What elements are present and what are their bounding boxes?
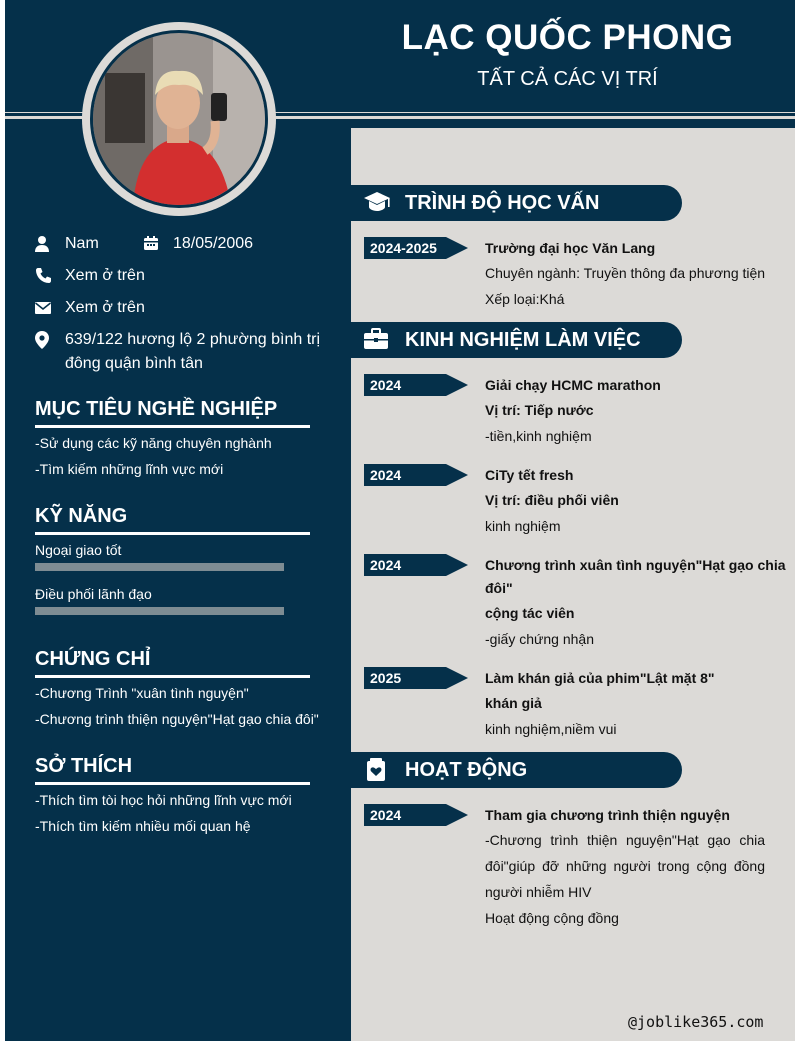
experience-role: khán giả: [485, 695, 542, 711]
activity-desc: -Chương trình thiện nguyện"Hạt gạo chia đôi"giúp đỡ những người trong cộng đồng người nhiễm HIV: [485, 832, 765, 900]
experience-company-line-2: đôi": [485, 580, 513, 596]
certificate-item: -Chương Trình "xuân tình nguyện": [35, 685, 249, 701]
education-heading-text: TRÌNH ĐỘ HỌC VẤN: [405, 192, 600, 214]
candidate-position: TẤT CẢ CÁC VỊ TRÍ: [477, 68, 658, 90]
education-grade: Xếp loại:Khá: [485, 291, 565, 307]
birthdate-value: 18/05/2006: [173, 235, 254, 252]
briefcase-icon: [363, 327, 389, 351]
skills-heading: KỸ NĂNG: [35, 505, 310, 535]
tag-arrow: [446, 804, 468, 826]
avatar: [90, 30, 268, 208]
skill-level-bar: [35, 607, 284, 615]
experience-company: CiTy tết fresh: [485, 467, 574, 483]
email-icon: [35, 301, 51, 315]
email-value: Xem ở trên: [65, 299, 145, 316]
objective-heading: MỤC TIÊU NGHỀ NGHIỆP: [35, 398, 310, 428]
experience-year: 2024: [370, 377, 402, 393]
education-period: 2024-2025: [370, 240, 437, 256]
tag-arrow: [446, 237, 468, 259]
phone-icon: [35, 267, 52, 284]
avatar-photo: [93, 33, 265, 205]
experience-year-tag: [364, 554, 468, 576]
objective-item: -Sử dụng các kỹ năng chuyên nghành: [35, 435, 272, 451]
phone-value: Xem ở trên: [65, 267, 145, 284]
experience-desc: kinh nghiệm,niềm vui: [485, 721, 617, 737]
certificates-heading: CHỨNG CHỈ: [35, 648, 310, 678]
left-sidebar: [5, 128, 351, 1041]
experience-year-tag: [364, 464, 468, 486]
skill-name: Điều phối lãnh đạo: [35, 586, 152, 602]
experience-year-tag: [364, 374, 468, 396]
candidate-name: LẠC QUỐC PHONG: [401, 18, 734, 57]
graduation-cap-icon: [363, 190, 391, 216]
tag-arrow: [446, 374, 468, 396]
hobby-item: -Thích tìm kiếm nhiều mối quan hệ: [35, 818, 251, 834]
education-heading: [351, 185, 682, 221]
person-icon: [35, 235, 49, 253]
gender-value: Nam: [65, 235, 99, 252]
certificate-item: -Chương trình thiện nguyện"Hạt gạo chia đôi": [35, 711, 319, 727]
education-school: Trường đại học Văn Lang: [485, 240, 656, 256]
address-line-2: đông quận bình tân: [65, 355, 203, 372]
experience-heading-text: KINH NGHIỆM LÀM VIỆC: [405, 329, 641, 351]
watermark: @joblike365.com: [628, 1013, 764, 1031]
calendar-icon: [143, 235, 159, 251]
skill-level-bar: [35, 563, 284, 571]
experience-year: 2024: [370, 557, 402, 573]
tag-arrow: [446, 554, 468, 576]
skill-name: Ngoại giao tốt: [35, 542, 122, 558]
objective-item: -Tìm kiếm những lĩnh vực mới: [35, 461, 224, 477]
experience-year-tag: [364, 667, 468, 689]
tag-arrow: [446, 667, 468, 689]
hobby-item: -Thích tìm tòi học hỏi những lĩnh vực mới: [35, 792, 292, 808]
heart-badge-icon: [365, 757, 387, 783]
hobbies-heading: SỞ THÍCH: [35, 755, 310, 785]
experience-role: Vị trí: Tiếp nước: [485, 402, 594, 418]
experience-desc: -tiền,kinh nghiệm: [485, 428, 592, 444]
experience-desc: kinh nghiệm: [485, 518, 561, 534]
activity-extra: Hoạt động cộng đồng: [485, 910, 619, 926]
experience-company: Giải chạy HCMC marathon: [485, 377, 661, 393]
activity-year-tag: [364, 804, 468, 826]
education-major: Chuyên ngành: Truyền thông đa phương tiện: [485, 265, 766, 281]
experience-year: 2025: [370, 670, 402, 686]
experience-company-line-1: Chương trình xuân tình nguyện"Hạt gạo chia: [485, 557, 786, 573]
experience-company: Làm khán giả của phim"Lật mặt 8": [485, 670, 715, 686]
address-line-1: 639/122 hương lộ 2 phường bình trị: [65, 331, 321, 348]
location-pin-icon: [35, 331, 49, 349]
experience-role: cộng tác viên: [485, 605, 575, 621]
cv-page: [5, 0, 795, 1041]
activities-heading: [351, 752, 682, 788]
tag-arrow: [446, 464, 468, 486]
experience-heading: [351, 322, 682, 358]
experience-desc: -giấy chứng nhận: [485, 631, 594, 647]
activity-name: Tham gia chương trình thiện nguyện: [485, 807, 730, 823]
education-period-tag: [364, 237, 468, 259]
experience-role: Vị trí: điều phối viên: [485, 492, 619, 508]
experience-year: 2024: [370, 467, 402, 483]
activities-heading-text: HOẠT ĐỘNG: [405, 759, 528, 781]
activity-year: 2024: [370, 807, 402, 823]
